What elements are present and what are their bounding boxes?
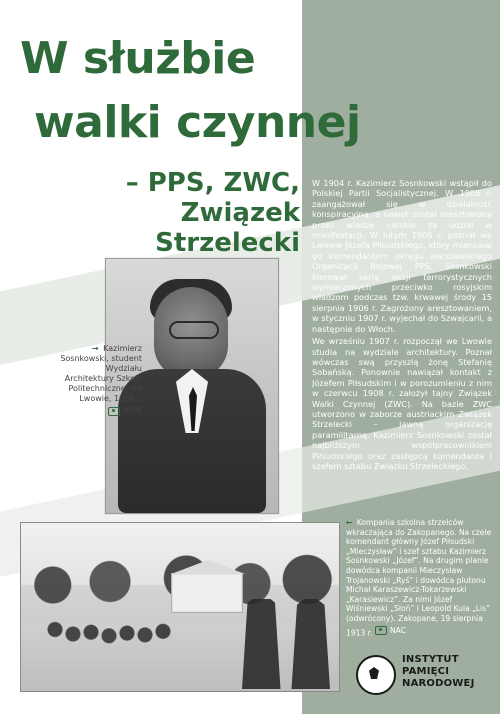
eagle-seal-icon <box>356 655 396 695</box>
group-photo-soldiers <box>31 589 331 679</box>
group-caption-text: Kompania szkolna strzelców wkraczająca do Zakopanego. Na czele komendant główny Józef Piłsudski „Mieczysław” i szef sztabu Kazimierz Sosnkowski „Józef”. Na drugim planie dowódca kompanii Mieczysław Trojanowski „Ryś” i dowódca plutonu Michał Karaszewicz-Tokarzewski „Karasiewicz”. Za nimi Józef Wiśniewski „Słoń” i Leopold Kula „Lis” (odwrócony). Zakopane, 19 sierpnia 1913 r. <box>346 518 492 637</box>
logo-text <box>402 654 494 690</box>
group-credit <box>375 626 406 636</box>
body-paragraph-2: We wrześniu 1907 r. rozpoczął we Lwowie studia na wydziale architektury. Poznał wówczas swą przyszłą żonę Stefanię Sobańską. Ponownie nawiązał kontakt z Józefem Piłsudskim i w porozumieniu z nim w czerwcu 1908 r. założył tajny Związek Walki Czynnej (ZWC). Na bazie ZWC utworzono w zaborze austriackim Związek Strzelecki – jawną organizację paramilitarną. Kazimierz Sosnkowski został najbliższym współpracownikiem Piłsudskiego oraz zastępcą komendanta i szefem sztabu Związku Strzeleckiego. <box>312 336 492 471</box>
portrait-credit-text: AIPN <box>123 406 142 415</box>
logo-line-3: NARODOWEJ <box>402 678 475 689</box>
title-line-2: walki czynnej <box>34 97 361 148</box>
poster-subtitle <box>40 168 300 258</box>
body-paragraph-1: W 1904 r. Kazimierz Sosnkowski wstąpił do Polskiej Partii Socjalistycznej. W 1905 r. zaangażował się w działalność konspiracyjną, a nawet został aresztowany przez władze carskie za udział w manifestacji. W lutym 1906 r. poznał we Lwowie Józefa Piłsudskiego, który mianował go komendantem okręgu warszawskiego Organizacji Bojowej PPS. Sosnkowski kierował serią akcji terrorystycznych wymierzonych przeciwko rosyjskim władzom podczas tzw. krwawej środy 15 sierpnia 1906 r. Zagrożony aresztowaniem, w styczniu 1907 r. wyjechał do Szwajcarii, a następnie do Włoch. <box>312 178 492 334</box>
arrow-right-icon: → <box>91 344 99 353</box>
title-line-1: W służbie <box>20 33 256 84</box>
portrait-caption-text: Kazimierz Sosnkowski, student Wydziału Architektury Szkoły Politechnicznej we Lwowie, 1908 r. <box>60 344 142 403</box>
glasses-icon <box>169 321 219 339</box>
arrow-left-icon: ← <box>346 518 353 527</box>
subtitle-line-2: Związek Strzelecki <box>155 198 300 258</box>
body-text <box>312 178 492 473</box>
portrait-caption <box>58 344 142 419</box>
group-photo <box>20 522 340 692</box>
logo-line-1: INSTYTUT <box>402 654 459 665</box>
portrait-credit <box>108 406 142 416</box>
logo-line-2: PAMIĘCI <box>402 666 450 677</box>
camera-icon <box>108 407 120 416</box>
subtitle-line-1: – PPS, ZWC, <box>125 168 300 198</box>
ipn-logo <box>356 652 494 704</box>
group-photo-caption <box>346 518 494 637</box>
group-credit-text: NAC <box>390 625 407 635</box>
camera-icon <box>375 626 387 635</box>
